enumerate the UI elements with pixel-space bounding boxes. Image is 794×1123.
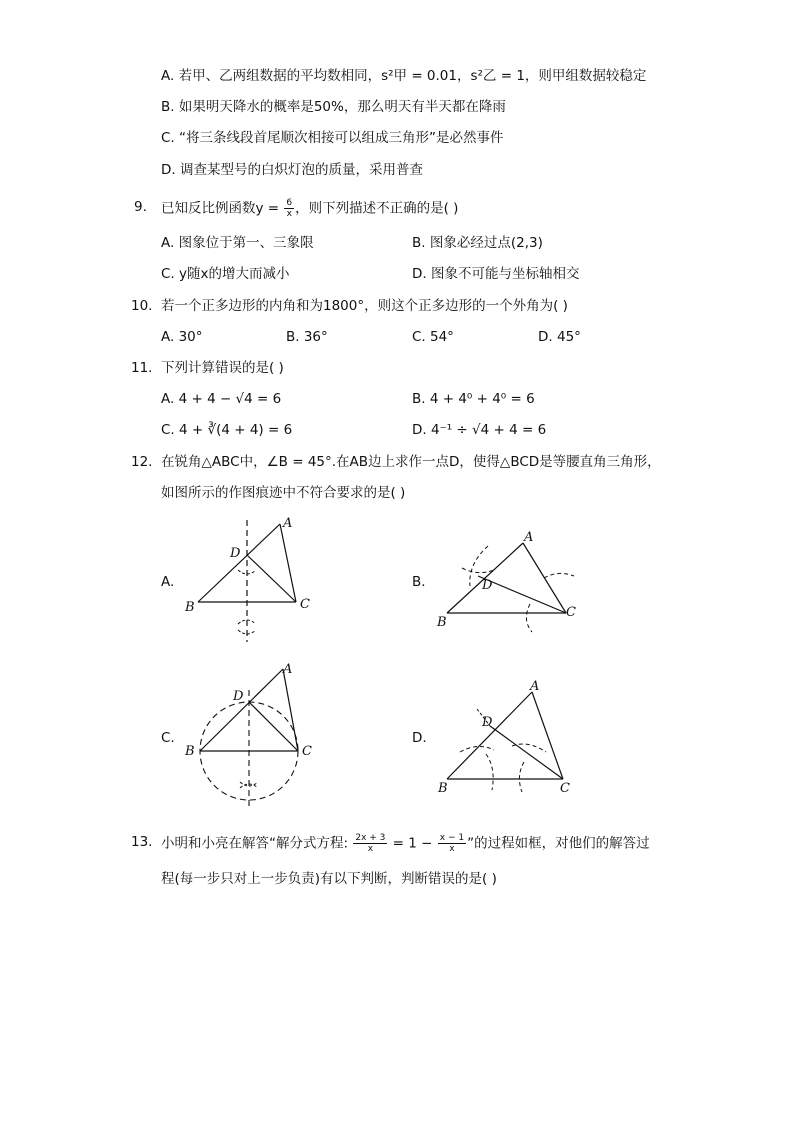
fig-b-pt-b: B (437, 615, 447, 630)
q10-number: 10. (131, 298, 153, 314)
q9-frac-den: x (286, 209, 292, 219)
q9-stem (161, 198, 458, 219)
q8-option-c: C. “将三条线段首尾顺次相接可以组成三角形”是必然事件 (161, 130, 504, 146)
q9-option-c: C. y随x的增大而减小 (161, 266, 290, 282)
q11-option-c: C. 4 + ∛(4 + 4) = 6 (161, 422, 293, 438)
fig-b-pt-d: D (482, 578, 493, 593)
q9-frac-num: 6 (286, 198, 293, 208)
q8-option-d: D. 调查某型号的白炽灯泡的质量，采用普查 (161, 162, 423, 178)
fig-d-pt-d: D (482, 715, 493, 730)
q13-frac1-num: 2x + 3 (355, 833, 386, 843)
q9-stem-pre: 已知反比例函数y = (161, 200, 284, 217)
figure-c (180, 660, 330, 810)
q13-frac2-den: x (449, 844, 455, 854)
fig-c-pt-c: C (302, 744, 312, 759)
fig-c-pt-b: B (185, 744, 195, 759)
q11-option-b: B. 4 + 4⁰ + 4⁰ = 6 (412, 391, 535, 407)
fig-a-pt-a: A (283, 516, 293, 531)
q12-number: 12. (131, 454, 153, 470)
q12-stem-line2: 如图所示的作图痕迹中不符合要求的是( ) (161, 485, 406, 501)
q8-option-b: B. 如果明天降水的概率是50%，那么明天有半天都在降雨 (161, 99, 506, 115)
q13-stem-line2: 程(每一步只对上一步负责)有以下判断，判断错误的是( ) (161, 871, 497, 887)
q9-option-b: B. 图象必经过点(2,3) (412, 235, 543, 251)
q13-mid: = 1 − (388, 835, 437, 852)
fig-a-pt-b: B (185, 600, 195, 615)
q12-label-a: A. (161, 574, 175, 590)
q8-option-a: A. 若甲、乙两组数据的平均数相同，s²甲 = 0.01，s²乙 = 1，则甲组数据较稳定 (161, 68, 647, 84)
q10-option-d: D. 45° (538, 329, 581, 345)
q10-option-a: A. 30° (161, 329, 203, 345)
fig-d-pt-b: B (438, 781, 448, 796)
q10-option-b: B. 36° (286, 329, 328, 345)
q10-stem: 若一个正多边形的内角和为1800°，则这个正多边形的一个外角为( ) (161, 298, 568, 314)
figure-a (180, 512, 320, 647)
q11-option-d: D. 4⁻¹ ÷ √4 + 4 = 6 (412, 422, 547, 438)
q9-option-a: A. 图象位于第一、三象限 (161, 235, 314, 251)
fig-c-pt-d: D (233, 689, 244, 704)
q11-option-a: A. 4 + 4 − √4 = 6 (161, 391, 282, 407)
fig-d-pt-c: C (560, 781, 570, 796)
q10-option-c: C. 54° (412, 329, 454, 345)
q13-frac1-den: x (367, 844, 374, 854)
q12-label-b: B. (412, 574, 426, 590)
q13-frac2-num: x − 1 (439, 833, 465, 843)
q12-stem-line1: 在锐角△ABC中，∠B = 45°.在AB边上求作一点D，使得△BCD是等腰直角三角形， (161, 454, 661, 470)
q13-stem-pre: 小明和小亮在解答“解分式方程: (161, 835, 353, 852)
q9-option-d: D. 图象不可能与坐标轴相交 (412, 266, 580, 282)
q9-stem-post: ，则下列描述不正确的是( ) (295, 200, 459, 217)
q13-stem-post: ”的过程如框，对他们的解答过 (467, 835, 650, 852)
figure-d (432, 676, 582, 801)
q13-fraction-2 (438, 833, 466, 854)
fig-a-pt-c: C (300, 597, 310, 612)
q11-number: 11. (131, 360, 153, 376)
q13-fraction-1 (353, 833, 387, 854)
q12-label-c: C. (161, 730, 175, 746)
fig-b-pt-c: C (566, 605, 576, 620)
fig-c-pt-a: A (283, 662, 293, 677)
q9-fraction (284, 198, 294, 219)
fig-a-pt-d: D (230, 546, 241, 561)
q13-number: 13. (131, 834, 153, 850)
q11-stem: 下列计算错误的是( ) (161, 360, 284, 376)
q9-number: 9. (134, 199, 147, 215)
q13-stem-line1 (161, 833, 650, 854)
fig-d-pt-a: A (530, 679, 540, 694)
fig-b-pt-a: A (524, 530, 534, 545)
figure-b (432, 524, 582, 634)
q12-label-d: D. (412, 730, 427, 746)
